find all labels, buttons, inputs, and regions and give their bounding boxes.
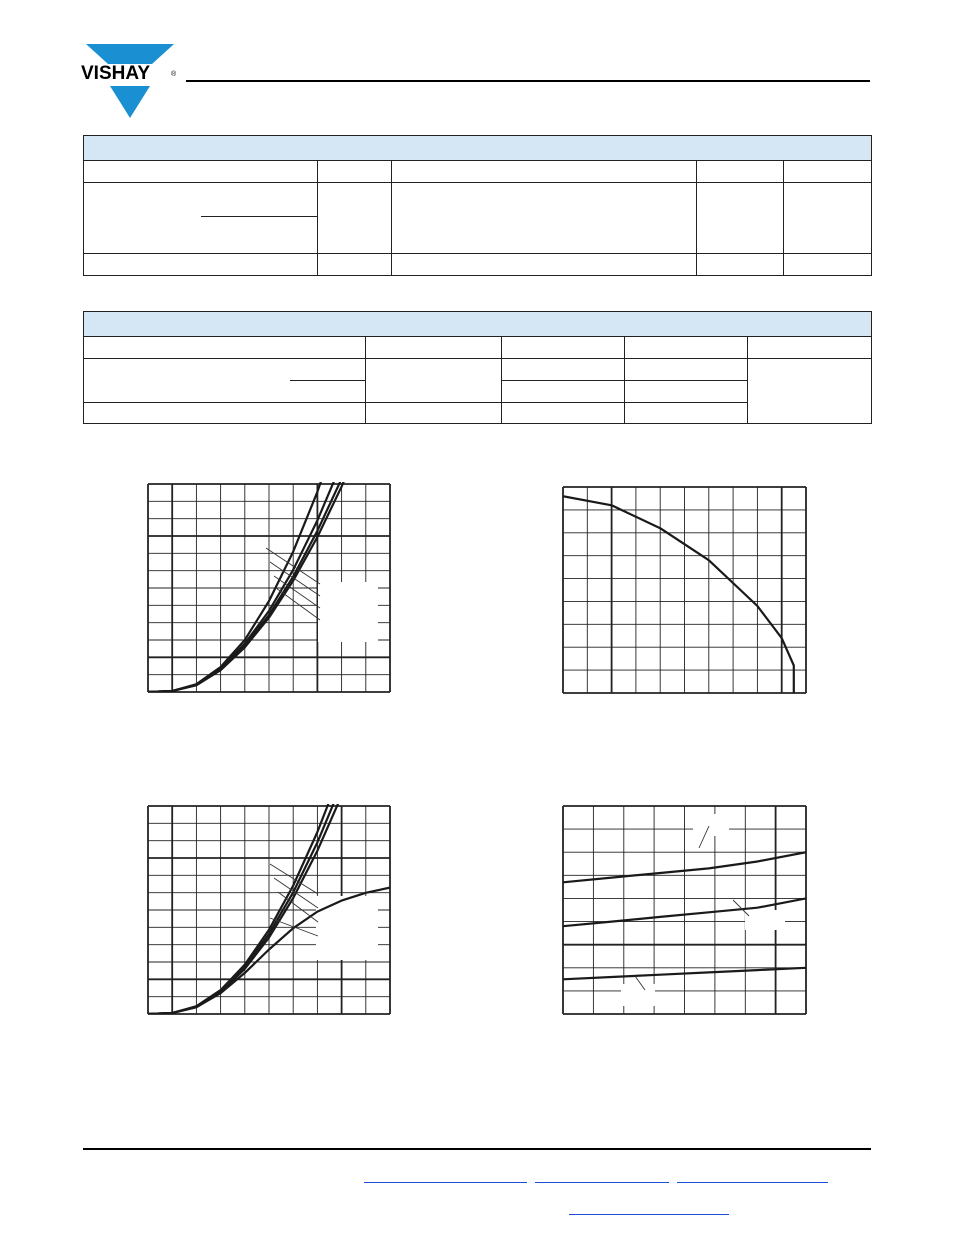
header-rule <box>186 80 870 82</box>
table-1-header-cell <box>697 161 784 183</box>
chart-grid <box>563 487 806 693</box>
logo-wordmark: VISHAY <box>81 63 150 84</box>
table-1-cell <box>84 254 318 276</box>
table-1-cell <box>697 254 784 276</box>
table-1-cell <box>697 183 784 254</box>
footer-link-2[interactable] <box>535 1182 669 1183</box>
table-1-header-cell <box>392 161 697 183</box>
figure-3-chart <box>148 806 390 1014</box>
table-2-header-cell <box>502 337 625 359</box>
series-line-1 <box>563 496 794 693</box>
table-2-cell <box>502 403 625 424</box>
figure-2-chart <box>563 487 806 693</box>
footer-link-4[interactable] <box>569 1214 729 1215</box>
table-1-cell <box>784 183 872 254</box>
spec-table-1 <box>83 135 872 276</box>
logo-top-triangle <box>86 44 174 64</box>
table-2-header-cell <box>625 337 748 359</box>
label-mask <box>316 896 378 960</box>
label-mask <box>318 582 378 642</box>
table-1-cell <box>392 254 697 276</box>
table-1-header-cell <box>84 161 318 183</box>
table-1-cell <box>318 183 392 254</box>
label-mask <box>745 910 785 930</box>
figure-1-chart <box>148 484 390 692</box>
footer-link-1[interactable] <box>364 1182 527 1183</box>
table-2-cell <box>502 359 625 381</box>
table-2-cell <box>748 359 872 424</box>
table-2-title-band <box>84 312 872 337</box>
table-1-cell <box>84 183 318 254</box>
footer-rule <box>83 1148 871 1150</box>
table-2-cell <box>84 403 366 424</box>
table-1-cell <box>318 254 392 276</box>
label-mask <box>693 814 729 836</box>
spec-table-2 <box>83 311 872 424</box>
figure-4-chart <box>563 806 806 1014</box>
vishay-logo-mark <box>80 42 180 120</box>
figure-4 <box>563 806 806 1014</box>
table-2-cell <box>625 381 748 403</box>
table-1-cell <box>784 254 872 276</box>
footer-link-3[interactable] <box>677 1182 828 1183</box>
table-2-cell <box>625 403 748 424</box>
table-1-header-cell <box>318 161 392 183</box>
table-2-cell <box>502 381 625 403</box>
table-1-header-cell <box>784 161 872 183</box>
table-1-sub-rule <box>201 216 317 217</box>
label-mask <box>621 984 655 1006</box>
table-2-header-cell <box>84 337 366 359</box>
table-1-cell <box>392 183 697 254</box>
table-1-title-band <box>84 136 872 161</box>
vishay-logo <box>80 42 180 120</box>
table-2-sub-rule <box>290 380 365 381</box>
table-2-cell <box>366 359 502 403</box>
figure-2 <box>563 487 806 693</box>
logo-registered-mark: ® <box>171 71 177 78</box>
figure-1 <box>148 484 390 692</box>
table-2-cell <box>366 403 502 424</box>
table-2-cell <box>625 359 748 381</box>
logo-bottom-triangle <box>110 86 150 118</box>
table-2-header-cell <box>366 337 502 359</box>
table-2-header-cell <box>748 337 872 359</box>
figure-3 <box>148 806 390 1014</box>
